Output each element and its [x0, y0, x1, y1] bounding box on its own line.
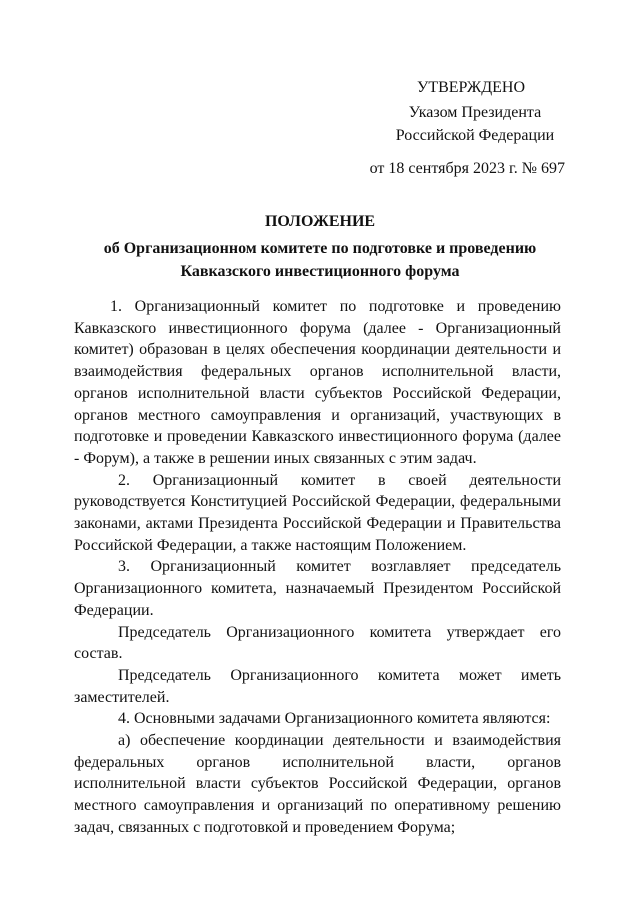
paragraph-4a: а) обеспечение координации деятельности и взаимодействия федеральных органов исполнительной власти, органов исполнительной власти субъектов Российской Федерации, органов местного самоуправления и организаций по оперативному решению задач, связанных с подготовкой и проведением Форума; — [74, 732, 561, 836]
document-subtitle-line-2: Кавказского инвестиционного форума — [180, 263, 460, 280]
paragraph-2: 2. Организационный комитет в своей деятельности руководствуется Конституцией Российской Федерации, федеральными законами, актами Президента Российской Федерации и Правительства Российской Федерации, а также настоящим Положением. — [74, 471, 561, 554]
approval-status: УТВЕРЖДЕНО — [417, 79, 526, 96]
paragraph-3: 3. Организационный комитет возглавляет председатель Организационного комитета, назначаемый Президентом Российской Федерации. — [74, 558, 561, 619]
paragraph-4: 4. Основными задачами Организационного комитета являются: — [118, 710, 551, 728]
paragraph-1: 1. Организационный комитет по подготовке и проведению Кавказского инвестиционного форума (далее - Организационный комитет) образован в целях обеспечения координации деятельности и взаимодействия федеральных органов исполнительной власти, органов исполнительной власти субъектов Российской Федерации, органов местного самоуправления и организаций, участвующих в подготовке и проведении Кавказского инвестиционного форума (далее - Форум), а также в решении иных связанных с этим задач. — [74, 298, 561, 467]
paragraph-chair-composition: Председатель Организационного комитета утверждает его состав. — [74, 623, 561, 663]
approval-date-number: от 18 сентября 2023 г. № 697 — [369, 160, 565, 177]
paragraph-chair-deputies: Председатель Организационного комитета может иметь заместителей. — [74, 666, 561, 706]
document-heading — [70, 210, 570, 283]
approval-block — [360, 76, 580, 180]
document-subtitle-line-1: об Организационном комитете по подготовке и проведению — [103, 240, 537, 257]
approval-authority: Указом Президента — [408, 104, 542, 121]
document-body — [74, 296, 561, 839]
approval-country: Российской Федерации — [395, 127, 555, 144]
document-title: ПОЛОЖЕНИЕ — [264, 213, 376, 230]
